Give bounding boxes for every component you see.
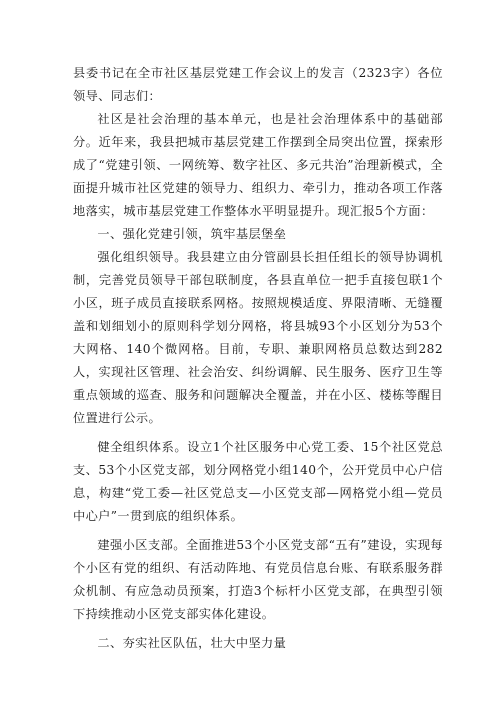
section-heading-1: 一、强化党建引领，筑牢基层堡垒 bbox=[97, 227, 287, 241]
paragraph-intro: 社区是社会治理的基本单元，也是社会治理体系中的基础部分。近年来，我县把城市基层党建工作摆到全局突出位置，探索形成了“党建引领、一网统筹、数字社区、多元共治”治理新模式，全面提升城市社区党建的领导力、组织力、牵引力，推动各项工作落地落实，城市基层党建工作整体水平明显提升。现汇报5个方面： bbox=[73, 112, 443, 218]
document-body bbox=[73, 62, 443, 655]
paragraph-organization-system: 健全组织体系。设立1个社区服务中心党工委、15个社区党总支、53个小区党支部，划分网格党小组140个，公开党员中心户信息，构建“党工委—社区党总支—小区党支部—网格党小组—党员中心户”一贯到底的组织体系。 bbox=[73, 440, 443, 523]
paragraph-community-branch: 建强小区支部。全面推进53个小区党支部“五有”建设，实现每个小区有党的组织、有活动阵地、有党员信息台账、有联系服务群众机制、有应急动员预案，打造3个标杆小区党支部，在典型引领下持续推动小区党支部实体化建设。 bbox=[73, 538, 443, 621]
section-heading-2: 二、夯实社区队伍，壮大中坚力量 bbox=[97, 636, 287, 650]
paragraph-organization-leadership: 强化组织领导。我县建立由分管副县长担任组长的领导协调机制，完善党员领导干部包联制度，各县直单位一把手直接包联1个小区，班子成员直接联系网格。按照规模适度、界限清晰、无缝覆盖和划细划小的原则科学划分网格，将县城93个小区划分为53个大网格、140个微网格。目前，专职、兼职网格员总数达到282人，实现社区管理、社会治安、纠纷调解、民生服务、医疗卫生等重点领域的巡查、服务和问题解决全覆盖，并在小区、楼栋等醒目位置进行公示。 bbox=[73, 250, 443, 425]
document-title-line: 县委书记在全市社区基层党建工作会议上的发言（2323字）各位领导、同志们： bbox=[73, 66, 443, 103]
